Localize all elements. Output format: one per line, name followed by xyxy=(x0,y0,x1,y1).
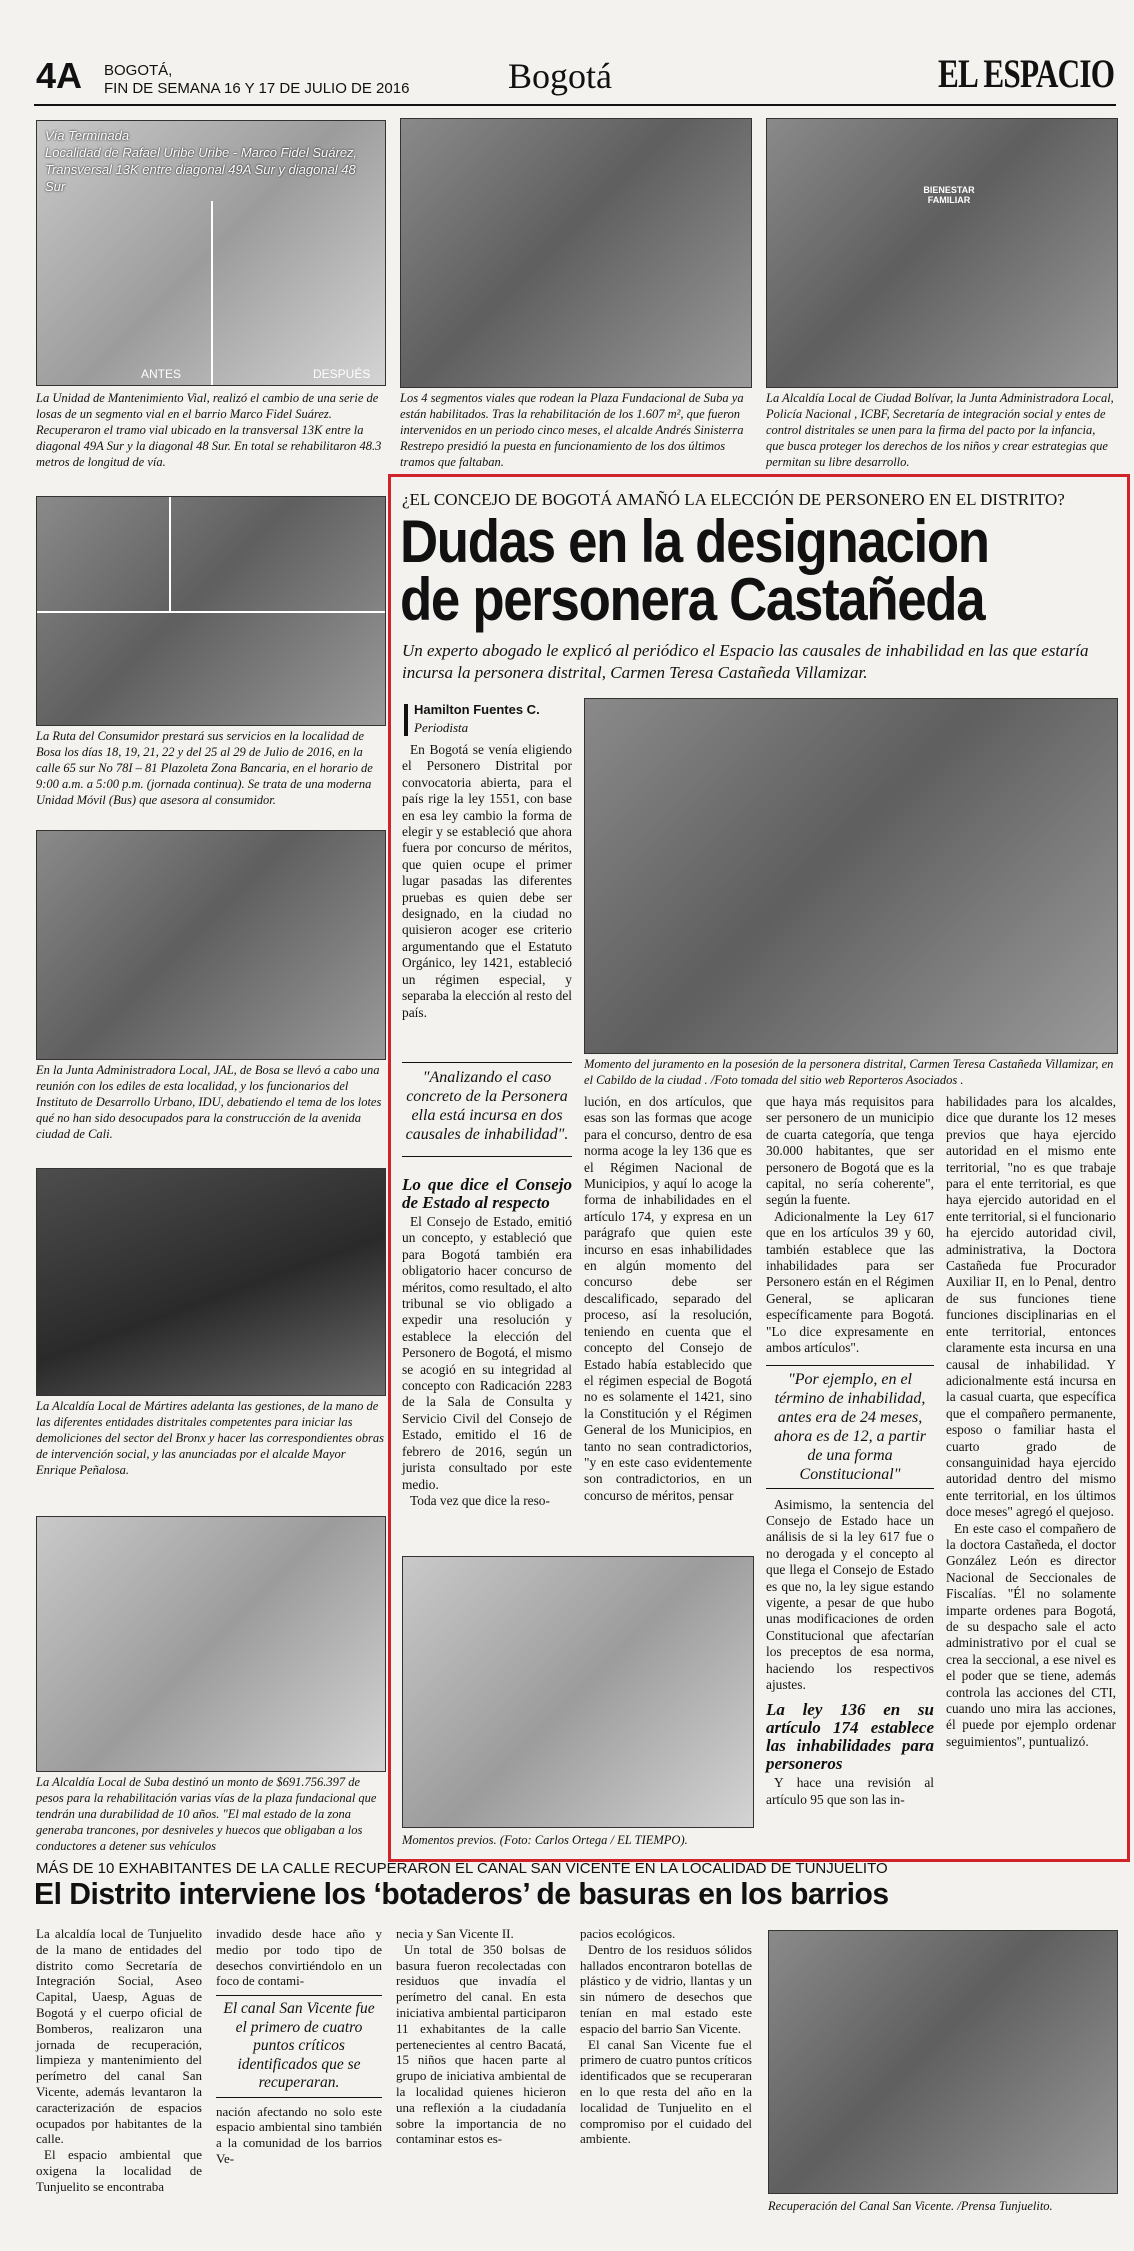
paragraph: La alcaldía local de Tunjuelito de la mano de entidades del distrito como Secretaría de Integración Social, Aseo Capital, Uaesp, Aguas de Bogotá y el cuerpo oficial de Bomberos, realizaron una jornada de recuperación, limpieza y mantenimiento del perímetro del canal San Vicente, además levantaron la caracterización de espacios ocupados por habitantes de la calle. xyxy=(36,1926,202,2147)
paragraph: En Bogotá se venía eligiendo el Personero Distrital por convocatoria abierta, para el país rige la ley 1551, con base en esa ley cambio la forma de elegir y se estableció que ahora fuera por concurso de méritos, que quien ocupe el primer lugar pasadas las diferentes pruebas es quien debe ser designado, en la ciudad no quisieron acoger ese criterio argumentando que el Estatuto Orgánico, ley 1421, estableció un régimen especial, y separaba la elección al resto del país. xyxy=(402,742,572,1020)
pullquote-rule-top xyxy=(402,1062,572,1063)
photo-divider xyxy=(169,497,171,611)
bottom-title: El Distrito interviene los ‘botaderos’ de basuras en los barrios xyxy=(34,1876,889,1911)
photo-jal-bosa xyxy=(36,830,386,1060)
article-lead: Un experto abogado le explicó al periódico el Espacio las causales de inhabilidad en las que estaría incursa la personera distrital, Carmen Teresa Castañeda Villamizar. xyxy=(402,641,1089,682)
caption-suba-vias: La Alcaldía Local de Suba destinó un monto de $691.756.397 de pesos para la rehabilitación varias vías de la plaza fundacional que tendrán una durabilidad de 10 años. "El mal estado de la zona generaba trancones, por desniveles y huecos que obligaban a los conductores a detener sus vehículos xyxy=(36,1775,377,1853)
paragraph: Y hace una revisión al artículo 95 que son las in- xyxy=(766,1775,934,1807)
masthead: EL ESPACIO xyxy=(938,51,1115,96)
bottom-pullquote: El canal San Vicente fue el primero de cuatro puntos críticos identificados que se recuperaran. xyxy=(223,2000,375,2092)
header-city: BOGOTÁ, xyxy=(104,62,173,79)
photo-juramento xyxy=(584,698,1118,1054)
paragraph: habilidades para los alcaldes, dice que durante los 12 meses previos que haya ejercido autoridad en el mismo ente territorial, "no es que trabaje para el ente territorial, es que haya ejercido autoridad en el ente territorial, si el funcionario ha ejercido autoridad civil, administrativa, la Doctora Castañeda fue Procurador Auxiliar II, en lo Penal, dentro de sus funciones tiene funciones disciplinarias en el ente territorial, entonces claramente esta incursa en una causal de inhabilidad. Y adicionalmente está incursa en la casual cuarta, que específica que el compañero permanente, esposo o familiar hasta el cuarto grado de consanguinidad haya ejercido autoridad dentro del mismo ente territorial, en los últimos doce meses" agregó el quejoso. xyxy=(946,1094,1116,1520)
caption-canal-san-vicente: Recuperación del Canal San Vicente. /Prensa Tunjuelito. xyxy=(768,2199,1053,2213)
caption-plaza-suba: Los 4 segmentos viales que rodean la Plaza Fundacional de Suba ya están habilitados. Tras la rehabilitación de los 1.607 m², que fueron intervenidos en un periodo cinco meses, el alcalde Andrés Sinisterra Restrepo presidió la puesta en funcionamiento de los dos últimos tramos que faltaban. xyxy=(400,391,744,469)
caption-ciudad-bolivar: La Alcaldía Local de Ciudad Bolívar, la Junta Administradora Local, Policía Nacional , ICBF, Secretaría de integración social y entes de control distritales se unen para la firma del pacto por la infancia, que busca proteger los derechos de los niños y crear estrategias que permitan su libre desarrollo. xyxy=(766,391,1114,469)
photo-overlay-text: Vía Terminada Localidad de Rafael Uribe Uribe - Marco Fidel Suárez, Transversal 13K entre diagonal 49A Sur y diagonal 48 Sur xyxy=(45,128,358,194)
article-title-line2: de personera Castañeda xyxy=(400,566,985,633)
paragraph: necia y San Vicente II. xyxy=(396,1926,514,1941)
header-rule xyxy=(34,104,1116,106)
paragraph: El espacio ambiental que oxigena la localidad de Tunjuelito se encontraba xyxy=(36,2147,202,2194)
article-col3 xyxy=(766,1094,934,1854)
bottom-col3 xyxy=(396,1926,566,2226)
photo-road-repair xyxy=(36,120,386,386)
photo-canal-san-vicente xyxy=(768,1930,1118,2194)
sign-bienestar: BIENESTAR FAMILIAR xyxy=(923,185,975,205)
photo-martires xyxy=(36,1168,386,1396)
header-date: FIN DE SEMANA 16 Y 17 DE JULIO DE 2016 xyxy=(104,80,410,97)
paragraph: pacios ecológicos. xyxy=(580,1926,676,1941)
author-bar xyxy=(404,704,408,736)
pullquote-1: "Analizando el caso concreto de la Personera ella está incursa en dos causales de inhabilidad". xyxy=(405,1069,569,1143)
paragraph: Adicionalmente la Ley 617 que en los artículos 39 y 60, también establece que las inhabilidades para ser Personero están en el Régimen General, se aplicaran específicamente para Bogotá. "Lo dice expresamente en ambos artículos". xyxy=(766,1208,934,1356)
article-kicker: ¿EL CONCEJO DE BOGOTÁ AMAÑÓ LA ELECCIÓN DE PERSONERO EN EL DISTRITO? xyxy=(402,490,1065,509)
paragraph: nación afectando no solo este espacio ambiental sino también a la comunidad de los barrios Ve- xyxy=(216,2103,382,2167)
pullquote-rule-top xyxy=(216,1995,382,1996)
paragraph: Un total de 350 bolsas de basura fueron recolectadas con residuos que invadía el perímetro del canal. En esta iniciativa ambiental participaron 11 exhabitantes de la calle pertenecientes al centro Bacatá, 15 niños que hacen parte al grupo de iniciativa ambiental de la localidad quienes hicieron una reflexión a la ciudadanía sobre la importancia de no contaminar estos es- xyxy=(396,1941,566,2147)
subhead-ley136: La ley 136 en su artículo 174 establece las inhabilidades para personeros xyxy=(766,1700,934,1774)
caption-jal-bosa: En la Junta Administradora Local, JAL, de Bosa se llevó a cabo una reunión con los ediles de esta localidad, y los funcionarios del Instituto de Desarrollo Urbano, IDU, debatiendo el tema de los lotes qué no han sido desocupados para la construcción de la avenida ciudad de Cali. xyxy=(36,1063,382,1141)
subhead-consejo: Lo que dice el Consejo de Estado al respecto xyxy=(402,1175,572,1212)
pullquote-rule-bottom xyxy=(216,2097,382,2098)
article-col4 xyxy=(946,1094,1116,1854)
paragraph: En este caso el compañero de la doctora Castañeda, el doctor González León es director Nacional de Seccionales de Fiscalías. "Él no solamente imparte ordenes para Bogotá, de su despacho sale el acto administrativo por el cual se crea la seccional, a ese nivel es el poder que se tiene, además controla las acciones del CTI, cuando uno mira las acciones, él puede por ejemplo ordenar seguimientos", puntualizó. xyxy=(946,1520,1116,1749)
paragraph: Dentro de los residuos sólidos hallados encontraron botellas de plástico y de vidrio, llantas y un sin número de desechos que tenían en mal estado este espacio del barrio San Vicente. xyxy=(580,1941,752,2036)
section-title: Bogotá xyxy=(508,56,612,96)
caption-martires: La Alcaldía Local de Mártires adelanta las gestiones, de la mano de las diferentes entidades distritales competentes para iniciar las demoliciones del sector del Bronx y hacer las correspondientes obras de intervención social, y las anunciadas por el alcalde Mayor Enrique Peñalosa. xyxy=(36,1399,384,1477)
pullquote-rule-bottom xyxy=(402,1156,572,1157)
pullquote-2: "Por ejemplo, en el término de inhabilidad, antes era de 24 meses, ahora es de 12, a partir de una forma Constitucional" xyxy=(774,1370,926,1483)
article-col2 xyxy=(584,1094,752,1554)
bottom-col1 xyxy=(36,1926,202,2226)
paragraph: invadido desde hace año y medio por todo tipo de desechos convirtiéndolo en un foco de contami- xyxy=(216,1926,382,1989)
page-number: 4A xyxy=(36,55,83,96)
bottom-col2 xyxy=(216,1926,382,2226)
bottom-col4 xyxy=(580,1926,752,2226)
photo-ciudad-bolivar xyxy=(766,118,1118,388)
paragraph: Toda vez que dice la reso- xyxy=(410,1492,550,1508)
paragraph: Asimismo, la sentencia del Consejo de Estado hace un análisis de si la ley 617 fue o no derogada y el concepto al que llega el Consejo de Estado es que no, la ley sigue estando vigente, a pesar de que hubo unas modificaciones de orden Constitucional que afectarían los preceptos de esa norma, haciendo los respectivos ajustes. xyxy=(766,1496,934,1692)
caption-ruta-consumidor: La Ruta del Consumidor prestará sus servicios en la localidad de Bosa los días 18, 19, 21, 22 y del 25 al 29 de Julio de 2016, en la calle 65 sur No 78I – 81 Plazoleta Zona Bancaria, en el horario de 9:00 a.m. a 5:00 p.m. (jornada continua). Se trata de una moderna Unidad Móvil (Bus) que asesora al consumidor. xyxy=(36,729,373,807)
pullquote-rule-top xyxy=(766,1365,934,1366)
caption-momentos-previos: Momentos previos. (Foto: Carlos Ortega / EL TIEMPO). xyxy=(402,1833,688,1847)
tag-after: DESPUÉS xyxy=(313,367,371,381)
photo-ruta-consumidor xyxy=(36,496,386,726)
paragraph: El Consejo de Estado, emitió un concepto, y estableció que para Bogotá también era obligatorio hacer concurso de méritos, como resultado, el alto tribunal se vio obligado a expedir una resolución y establece la elección del Personero de Bogotá, el mismo se acogió en su integridad al concepto con Radicación 2283 de la Sala de Consulta y Servicio Civil del Consejo de Estado, emitido el 16 de febrero de 2016, según un jurista consultado por este medio. xyxy=(402,1214,572,1492)
pullquote-rule-bottom xyxy=(766,1488,934,1489)
paragraph: que haya más requisitos para ser personero de un municipio de cuarta categoría, que tenga 30.000 habitantes, que ser personero de Bogotá que es la capital, no sería coherente", según la fuente. xyxy=(766,1094,934,1208)
author-name: Hamilton Fuentes C. xyxy=(414,702,540,717)
paragraph: lución, en dos artículos, que esas son las formas que acoge para el concurso, dentro de esa norma acoge la ley 136 que es el Régimen Nacional de Municipios, y aquí lo acoge la forma de inhabilidades en el artículo 174, y expresa en un parágrafo que quien este incurso en esas inhabilidades en algún momento del concurso debe ser descalificado, separado del proceso, así la resolución, teniendo en cuenta que el concepto del Consejo de Estado había establecido que el régimen especial de Bogotá no es solamente el 1421, sino la Constitución y el Régimen General de los Municipios, en tanto no sean contradictorios, "y en este caso evidentemente son contradictorios, en un concurso de méritos, pensar xyxy=(584,1094,752,1503)
bottom-kicker: MÁS DE 10 EXHABITANTES DE LA CALLE RECUPERARON EL CANAL SAN VICENTE EN LA LOCALIDAD DE TUNJUELITO xyxy=(36,1860,888,1877)
photo-divider xyxy=(37,611,385,613)
caption-road-repair: La Unidad de Mantenimiento Vial, realizó el cambio de una serie de losas de un segmento vial en el barrio Marco Fidel Suárez. Recuperaron el tramo vial ubicado en la transversal 13K entre la diagonal 49A Sur y la diagonal 48 Sur. En total se rehabilitaron 48.3 metros de longitud de vía. xyxy=(36,391,382,469)
caption-juramento: Momento del juramento en la posesión de la personera distrital, Carmen Teresa Castañeda Villamizar, en el Cabildo de la ciudad . /Foto tomada del sitio web Reporteros Asociados . xyxy=(584,1057,1114,1087)
article-title-line1: Dudas en la designacion xyxy=(400,508,989,575)
photo-divider xyxy=(211,201,213,385)
tag-before: ANTES xyxy=(141,367,182,381)
author-role: Periodista xyxy=(414,720,469,735)
paragraph: El canal San Vicente fue el primero de cuatro puntos críticos identificados que se recuperaran en lo que resta del año en la localidad de Tunjuelito en el compromiso por el cuidado del ambiente. xyxy=(580,2036,752,2147)
photo-suba-vias xyxy=(36,1516,386,1772)
photo-plaza-suba xyxy=(400,118,752,388)
photo-momentos-previos xyxy=(402,1556,754,1828)
